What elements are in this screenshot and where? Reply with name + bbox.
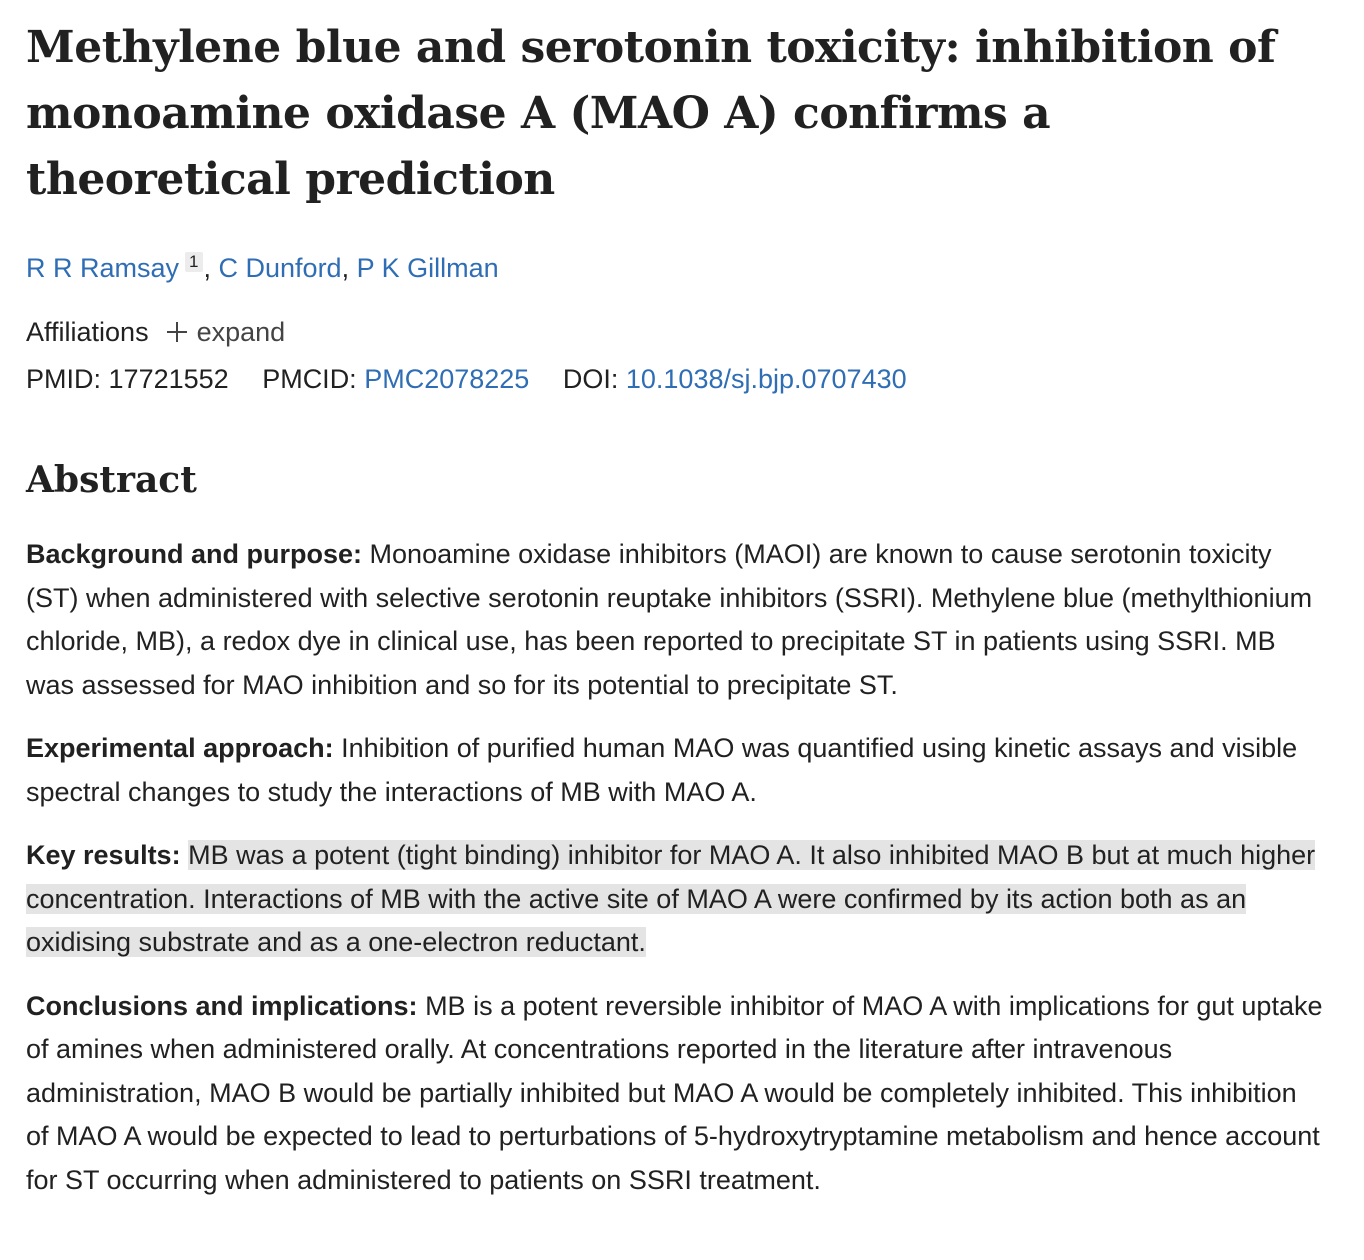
highlighted-text: MB was a potent (tight binding) inhibitor for MAO A. It also inhibited MAO B but at much higher concentration. Interactions of MB with the active site of MAO A were confirmed by its action both as an oxidising substrate and as a one-electron reductant. (26, 840, 1316, 957)
affiliations-label: Affiliations (26, 317, 149, 347)
author-link-dunford[interactable]: C Dunford (218, 253, 342, 283)
abstract-conclusions (26, 985, 1326, 1203)
section-label: Key results: (26, 840, 181, 870)
section-text: Inhibition of purified human MAO was quantified using kinetic assays and visible spectral changes to study the interactions of MB with MAO A. (26, 733, 1298, 807)
author-link-ramsay[interactable]: R R Ramsay (26, 253, 180, 283)
pmcid-link[interactable]: PMC2078225 (364, 364, 530, 394)
abstract-background (26, 533, 1326, 707)
article-page (26, 0, 1326, 1202)
pmcid (262, 364, 529, 394)
expand-label: expand (196, 317, 286, 347)
pmid-value: 17721552 (108, 364, 229, 394)
section-label: Conclusions and implications: (26, 990, 418, 1021)
section-label: Background and purpose: (26, 539, 363, 569)
expand-affiliations-button[interactable] (167, 314, 286, 350)
author-link-gillman[interactable]: P K Gillman (356, 253, 499, 283)
abstract-key-results (26, 834, 1326, 965)
doi-label: DOI: (562, 364, 619, 394)
affiliations-row (26, 314, 1326, 350)
doi (563, 364, 907, 394)
section-text: Monoamine oxidase inhibitors (MAOI) are known to cause serotonin toxicity (ST) when administered with selective serotonin reuptake inhibitors (SSRI). Methylene blue (methylthionium chloride, MB), a redox dye in clinical use, has been reported to precipitate ST in patients using SSRI. MB was assessed for MAO inhibition and so for its potential to precipitate ST. (26, 539, 1313, 700)
doi-link[interactable]: 10.1038/sj.bjp.0707430 (625, 364, 907, 394)
section-text: MB is a potent reversible inhibitor of MAO A with implications for gut uptake of amines when administered orally. At concentrations reported in the literature after intravenous administration, MAO B would be partially inhibited but MAO A would be completely inhibited. This inhibition of MAO A would be expected to lead to perturbations of 5-hydroxytryptamine metabolism and hence account for ST occurring when administered to patients on SSRI treatment. (26, 990, 1323, 1195)
author-list: R R Ramsay 1 , C Dunford, P K Gillman (26, 252, 499, 283)
abstract-heading: Abstract (26, 459, 197, 501)
abstract-experimental (26, 727, 1326, 814)
plus-icon (167, 322, 187, 342)
article-title: Methylene blue and serotonin toxicity: inhibition of monoamine oxidase A (MAO A) confirms a theoretical prediction (26, 22, 1276, 205)
pmid (26, 364, 229, 394)
pmid-label: PMID: (26, 364, 102, 394)
identifiers-row (26, 361, 1326, 397)
pmcid-label: PMCID: (262, 364, 357, 394)
section-label: Experimental approach: (26, 733, 334, 763)
affiliation-marker[interactable]: 1 (185, 252, 202, 272)
